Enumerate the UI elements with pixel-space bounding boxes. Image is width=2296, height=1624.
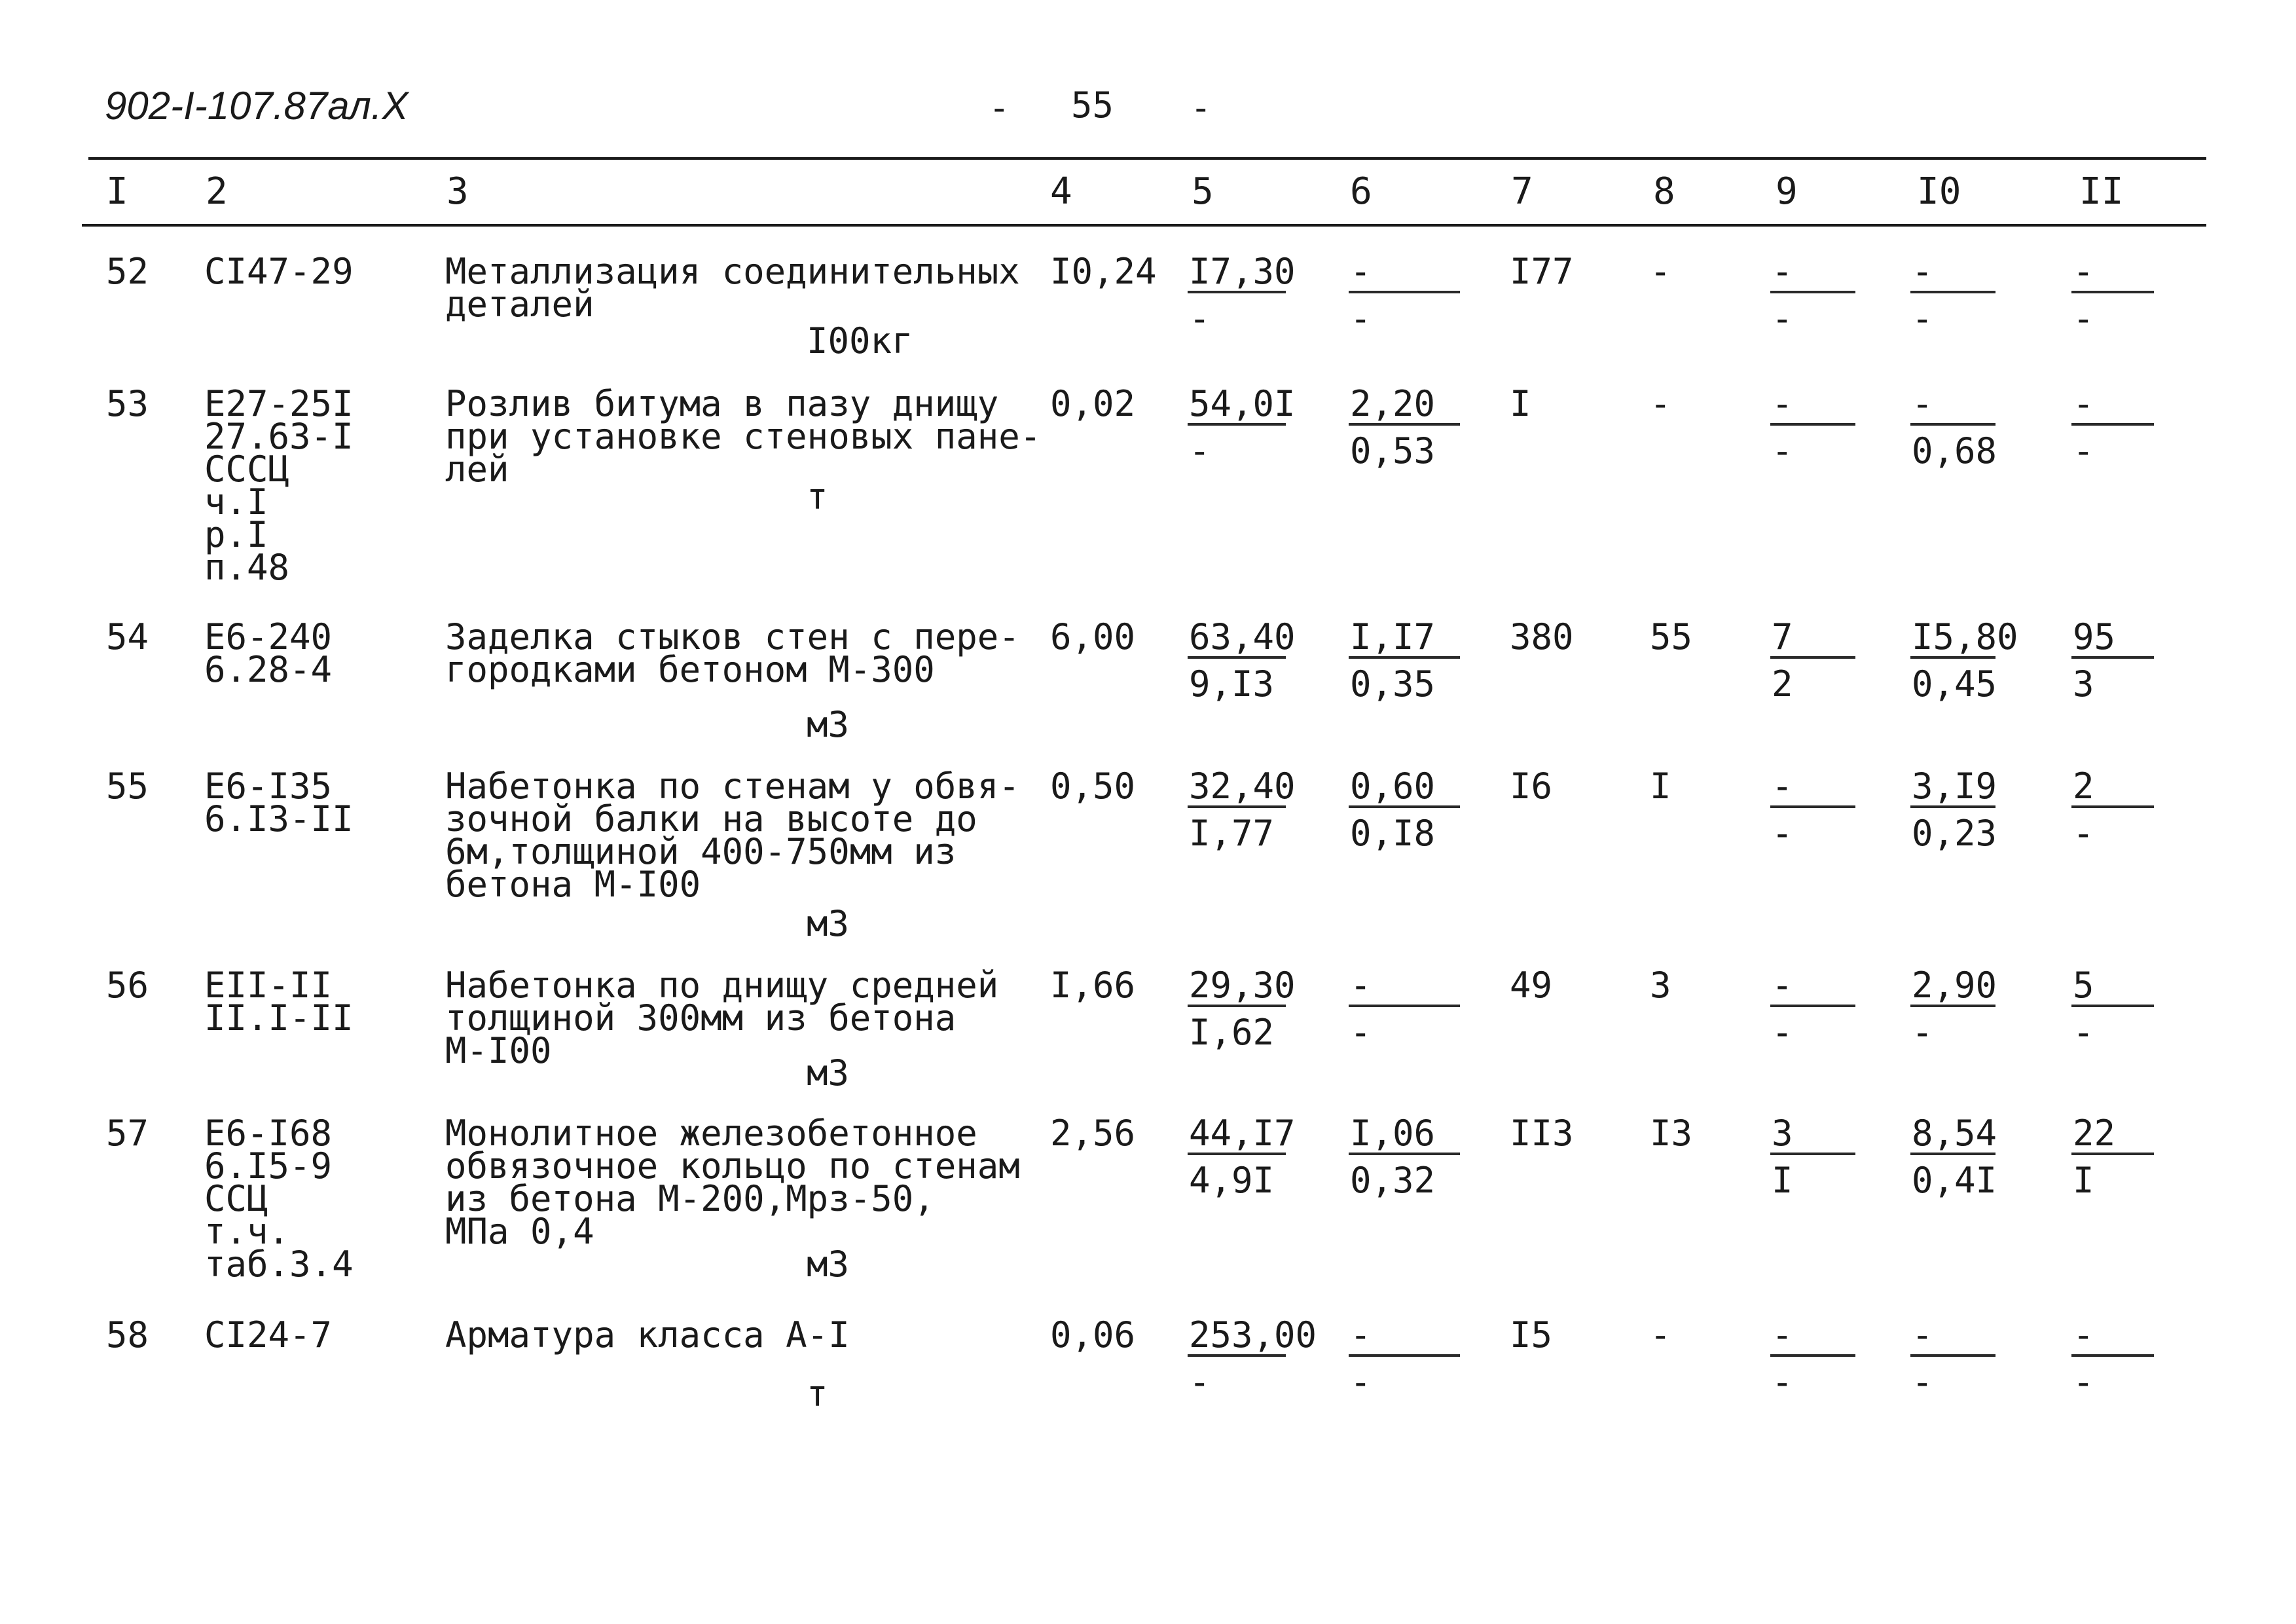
- c6-bottom-value: -: [1350, 298, 1372, 339]
- col-7-value: I: [1510, 383, 1531, 424]
- col-7-value: I5: [1510, 1314, 1553, 1356]
- c10-top-value: -: [1912, 251, 1933, 292]
- c6-bottom-value: -: [1350, 1361, 1372, 1403]
- col-4-value: I0,24: [1050, 251, 1157, 292]
- row-code-line: СССЦ: [204, 449, 290, 490]
- row-code-line: E6-I68: [204, 1113, 333, 1154]
- c5-top-value: 253,00: [1189, 1314, 1317, 1356]
- row-description-line: бетона М-I00: [445, 864, 701, 905]
- c10-top-value: -: [1912, 1314, 1933, 1356]
- row-unit: т: [807, 1373, 828, 1414]
- row-description-line: Заделка стыков стен с пере-: [445, 616, 1020, 657]
- row-number: 55: [106, 766, 149, 807]
- c6-top-value: -: [1350, 1314, 1372, 1356]
- row-code-line: EII-II: [204, 965, 333, 1006]
- c10-fraction-bar: [1910, 1153, 1995, 1155]
- col-4-value: 0,50: [1050, 766, 1136, 807]
- row-number: 53: [106, 383, 149, 424]
- col-4-value: I,66: [1050, 965, 1136, 1006]
- column-header-2: 2: [206, 170, 228, 213]
- c5-fraction-bar: [1188, 423, 1286, 426]
- row-code-line: 6.I5-9: [204, 1145, 333, 1187]
- row-code-line: E6-240: [204, 616, 333, 657]
- c10-top-value: 2,90: [1912, 965, 1997, 1006]
- column-header-6: 6: [1350, 170, 1372, 213]
- row-code-line: CI47-29: [204, 251, 354, 292]
- row-unit: т: [807, 476, 828, 517]
- c9-fraction-bar: [1770, 1153, 1855, 1155]
- c9-fraction-bar: [1770, 291, 1855, 293]
- document-code: 902-I-107.87ал.X: [105, 84, 409, 128]
- row-unit: м3: [807, 704, 850, 745]
- c9-top-value: 3: [1772, 1113, 1793, 1154]
- row-code-line: ч.I: [204, 481, 268, 523]
- c11-top-value: -: [2073, 383, 2094, 424]
- row-description-line: М-I00: [445, 1030, 552, 1071]
- column-header-10: I0: [1917, 170, 1961, 213]
- c11-fraction-bar: [2071, 1354, 2154, 1357]
- row-code-line: р.I: [204, 514, 268, 555]
- row-code-line: CI24-7: [204, 1314, 333, 1356]
- row-description-line: городками бетоном М-300: [445, 649, 935, 690]
- c5-top-value: 32,40: [1189, 766, 1296, 807]
- row-number: 58: [106, 1314, 149, 1356]
- c10-bottom-value: -: [1912, 1361, 1933, 1403]
- page-number-dash-left: -: [989, 87, 1010, 128]
- row-unit: м3: [807, 1052, 850, 1094]
- c10-fraction-bar: [1910, 291, 1995, 293]
- c11-bottom-value: 3: [2073, 663, 2094, 705]
- c6-fraction-bar: [1349, 1005, 1460, 1007]
- col-4-value: 0,06: [1050, 1314, 1136, 1356]
- c9-bottom-value: -: [1772, 430, 1793, 471]
- column-header-5: 5: [1192, 170, 1214, 213]
- col-4-value: 6,00: [1050, 616, 1136, 657]
- c5-top-value: 63,40: [1189, 616, 1296, 657]
- c10-top-value: 8,54: [1912, 1113, 1997, 1154]
- c5-bottom-value: -: [1189, 298, 1211, 339]
- column-header-7: 7: [1511, 170, 1533, 213]
- c9-fraction-bar: [1770, 423, 1855, 426]
- row-number: 57: [106, 1113, 149, 1154]
- c9-bottom-value: -: [1772, 1012, 1793, 1053]
- row-code-line: E6-I35: [204, 766, 333, 807]
- c5-bottom-value: 9,I3: [1189, 663, 1275, 705]
- c10-fraction-bar: [1910, 805, 1995, 808]
- row-unit: м3: [807, 1244, 850, 1285]
- c11-bottom-value: -: [2073, 430, 2094, 471]
- c10-fraction-bar: [1910, 423, 1995, 426]
- row-code-line: E27-25I: [204, 383, 354, 424]
- c6-bottom-value: 0,I8: [1350, 813, 1436, 854]
- c11-fraction-bar: [2071, 291, 2154, 293]
- c6-top-value: 0,60: [1350, 766, 1436, 807]
- c6-fraction-bar: [1349, 656, 1460, 659]
- row-description-line: Арматура класса А-I: [445, 1314, 850, 1356]
- row-description-line: Монолитное железобетонное: [445, 1113, 977, 1154]
- col-7-value: 380: [1510, 616, 1574, 657]
- c5-fraction-bar: [1188, 1005, 1286, 1007]
- table-header-bottom-rule: [82, 224, 2206, 227]
- row-description-line: при установке стеновых пане-: [445, 416, 1042, 457]
- col-8-value: I3: [1650, 1113, 1693, 1154]
- c11-bottom-value: -: [2073, 298, 2094, 339]
- c11-top-value: -: [2073, 251, 2094, 292]
- c11-fraction-bar: [2071, 656, 2154, 659]
- row-description-line: Набетонка по днищу средней: [445, 965, 999, 1006]
- row-code-line: ССЦ: [204, 1178, 268, 1219]
- c10-bottom-value: 0,23: [1912, 813, 1997, 854]
- column-header-4: 4: [1050, 170, 1072, 213]
- c5-fraction-bar: [1188, 656, 1286, 659]
- c9-bottom-value: -: [1772, 1361, 1793, 1403]
- row-unit: м3: [807, 903, 850, 944]
- c11-bottom-value: -: [2073, 1361, 2094, 1403]
- c6-top-value: -: [1350, 251, 1372, 292]
- c5-fraction-bar: [1188, 805, 1286, 808]
- c6-top-value: 2,20: [1350, 383, 1436, 424]
- c6-fraction-bar: [1349, 1153, 1460, 1155]
- row-description-line: лей: [445, 449, 509, 490]
- c9-top-value: -: [1772, 1314, 1793, 1356]
- c9-top-value: -: [1772, 766, 1793, 807]
- table-top-rule: [88, 157, 2206, 160]
- c10-bottom-value: 0,4I: [1912, 1160, 1997, 1201]
- c11-top-value: -: [2073, 1314, 2094, 1356]
- c10-bottom-value: -: [1912, 1012, 1933, 1053]
- c10-fraction-bar: [1910, 656, 1995, 659]
- c11-top-value: 2: [2073, 766, 2094, 807]
- c9-bottom-value: -: [1772, 813, 1793, 854]
- c5-top-value: I7,30: [1189, 251, 1296, 292]
- col-7-value: 49: [1510, 965, 1553, 1006]
- c9-fraction-bar: [1770, 1354, 1855, 1357]
- c9-bottom-value: 2: [1772, 663, 1793, 705]
- c9-bottom-value: -: [1772, 298, 1793, 339]
- col-8-value: -: [1650, 383, 1671, 424]
- c6-fraction-bar: [1349, 423, 1460, 426]
- row-description-line: зочной балки на высоте до: [445, 798, 977, 840]
- c10-top-value: 3,I9: [1912, 766, 1997, 807]
- c10-fraction-bar: [1910, 1005, 1995, 1007]
- c5-top-value: 29,30: [1189, 965, 1296, 1006]
- column-header-1: I: [106, 170, 128, 213]
- c5-fraction-bar: [1188, 1354, 1286, 1357]
- row-description-line: из бетона М-200,Мрз-50,: [445, 1178, 935, 1219]
- c9-fraction-bar: [1770, 1005, 1855, 1007]
- c9-fraction-bar: [1770, 805, 1855, 808]
- c10-bottom-value: 0,45: [1912, 663, 1997, 705]
- c9-fraction-bar: [1770, 656, 1855, 659]
- c5-bottom-value: I,77: [1189, 813, 1275, 854]
- c5-bottom-value: I,62: [1189, 1012, 1275, 1053]
- c11-top-value: 95: [2073, 616, 2116, 657]
- c6-top-value: -: [1350, 965, 1372, 1006]
- c10-bottom-value: 0,68: [1912, 430, 1997, 471]
- row-number: 52: [106, 251, 149, 292]
- c11-fraction-bar: [2071, 1153, 2154, 1155]
- c9-top-value: -: [1772, 965, 1793, 1006]
- col-7-value: II3: [1510, 1113, 1574, 1154]
- c6-fraction-bar: [1349, 1354, 1460, 1357]
- column-header-11: II: [2079, 170, 2124, 213]
- c6-bottom-value: 0,35: [1350, 663, 1436, 705]
- row-description-line: Набетонка по стенам у обвя-: [445, 766, 1020, 807]
- col-4-value: 2,56: [1050, 1113, 1136, 1154]
- c6-bottom-value: 0,53: [1350, 430, 1436, 471]
- c5-top-value: 44,I7: [1189, 1113, 1296, 1154]
- col-7-value: I6: [1510, 766, 1553, 807]
- row-code-line: 27.63-I: [204, 416, 354, 457]
- c10-bottom-value: -: [1912, 298, 1933, 339]
- column-header-3: 3: [446, 170, 469, 213]
- row-description-line: деталей: [445, 284, 594, 325]
- c5-top-value: 54,0I: [1189, 383, 1296, 424]
- c9-top-value: -: [1772, 251, 1793, 292]
- c11-top-value: 22: [2073, 1113, 2116, 1154]
- row-code-line: таб.3.4: [204, 1244, 354, 1285]
- row-code-line: п.48: [204, 547, 290, 588]
- col-8-value: -: [1650, 251, 1671, 292]
- c5-bottom-value: -: [1189, 430, 1211, 471]
- page-number: 55: [1071, 84, 1114, 126]
- c11-bottom-value: -: [2073, 813, 2094, 854]
- page-number-dash-right: -: [1190, 87, 1212, 128]
- row-description-line: толщиной 300мм из бетона: [445, 997, 957, 1039]
- c5-bottom-value: 4,9I: [1189, 1160, 1275, 1201]
- c6-top-value: I,06: [1350, 1113, 1436, 1154]
- c6-fraction-bar: [1349, 291, 1460, 293]
- row-description-line: Металлизация соединительных: [445, 251, 1020, 292]
- c10-fraction-bar: [1910, 1354, 1995, 1357]
- c11-fraction-bar: [2071, 1005, 2154, 1007]
- col-8-value: 3: [1650, 965, 1671, 1006]
- col-8-value: I: [1650, 766, 1671, 807]
- c9-bottom-value: I: [1772, 1160, 1793, 1201]
- row-description-line: 6м,толщиной 400-750мм из: [445, 831, 957, 872]
- row-description-line: Розлив битума в пазу днищу: [445, 383, 999, 424]
- row-code-line: т.ч.: [204, 1211, 290, 1252]
- c6-fraction-bar: [1349, 805, 1460, 808]
- row-number: 54: [106, 616, 149, 657]
- c9-top-value: -: [1772, 383, 1793, 424]
- c5-bottom-value: -: [1189, 1361, 1211, 1403]
- row-code-line: 6.28-4: [204, 649, 333, 690]
- row-number: 56: [106, 965, 149, 1006]
- row-unit: I00кг: [807, 320, 913, 361]
- c11-fraction-bar: [2071, 805, 2154, 808]
- col-8-value: 55: [1650, 616, 1693, 657]
- row-code-line: 6.I3-II: [204, 798, 354, 840]
- c9-top-value: 7: [1772, 616, 1793, 657]
- c10-top-value: -: [1912, 383, 1933, 424]
- c5-fraction-bar: [1188, 1153, 1286, 1155]
- col-4-value: 0,02: [1050, 383, 1136, 424]
- c6-bottom-value: 0,32: [1350, 1160, 1436, 1201]
- c6-bottom-value: -: [1350, 1012, 1372, 1053]
- row-description-line: МПа 0,4: [445, 1211, 594, 1252]
- c5-fraction-bar: [1188, 291, 1286, 293]
- c11-bottom-value: -: [2073, 1012, 2094, 1053]
- column-header-9: 9: [1776, 170, 1798, 213]
- c11-bottom-value: I: [2073, 1160, 2094, 1201]
- c10-top-value: I5,80: [1912, 616, 2018, 657]
- row-code-line: II.I-II: [204, 997, 354, 1039]
- c11-fraction-bar: [2071, 423, 2154, 426]
- row-description-line: обвязочное кольцо по стенам: [445, 1145, 1020, 1187]
- column-header-8: 8: [1653, 170, 1675, 213]
- col-8-value: -: [1650, 1314, 1671, 1356]
- c6-top-value: I,I7: [1350, 616, 1436, 657]
- col-7-value: I77: [1510, 251, 1574, 292]
- c11-top-value: 5: [2073, 965, 2094, 1006]
